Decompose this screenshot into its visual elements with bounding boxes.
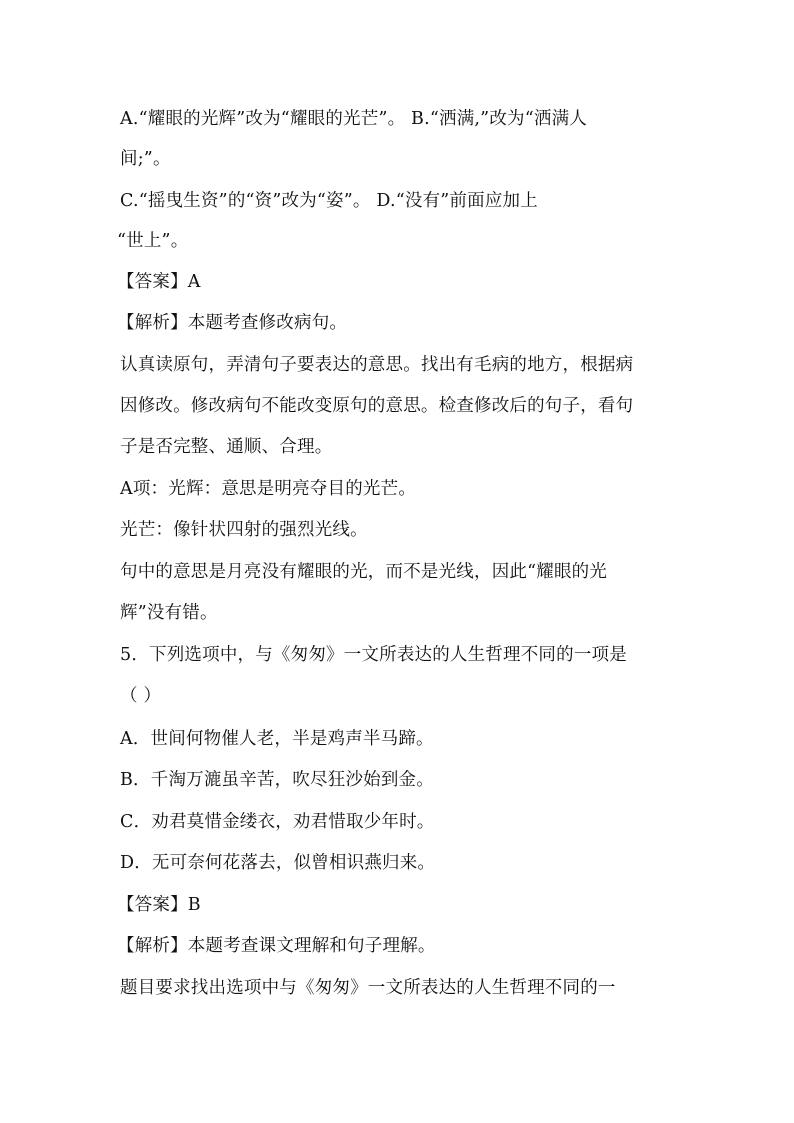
analysis-heading-2: 【解析】本题考查课文理解和句子理解。: [117, 936, 436, 956]
question-5-blank: （ ）: [120, 686, 162, 706]
question-5-option-c: C．劝君莫惜金缕衣，劝君惜取少年时。: [120, 812, 435, 832]
answer-label-1: 【答案】A: [117, 272, 201, 292]
analysis-paragraph-line: 因修改。修改病句不能改变原句的意思。检查修改后的句子，看句: [120, 396, 634, 416]
analysis-conclusion-line: 句中的意思是月亮没有耀眼的光，而不是光线，因此“耀眼的光: [120, 562, 608, 582]
analysis-heading-1: 【解析】本题考查修改病句。: [117, 313, 348, 333]
analysis-paragraph-line: 认真读原句，弄清句子要表达的意思。找出有毛病的地方，根据病: [120, 355, 634, 375]
definition-line: 光芒：像针状四射的强烈光线。: [120, 520, 368, 540]
analysis-conclusion-line: 辉”没有错。: [120, 603, 218, 623]
option-b-continued: 间;”。: [120, 149, 171, 169]
option-a-explanation: A项：光辉：意思是明亮夺目的光芒。: [120, 479, 417, 499]
option-a-b-line: A.“耀眼的光辉”改为“耀眼的光芒”。 B.“洒满,”改为“洒满人: [120, 109, 587, 129]
option-d-continued: “世上”。: [117, 231, 189, 251]
question-5-option-a: A．世间何物催人老，半是鸡声半马蹄。: [120, 729, 434, 749]
answer-label-2: 【答案】B: [117, 895, 201, 915]
option-c-d-line: C.“摇曳生资”的“资”改为“姿”。 D.“没有”前面应加上: [120, 191, 538, 211]
question-5-stem: 5．下列选项中，与《匆匆》一文所表达的人生哲理不同的一项是: [120, 645, 627, 665]
analysis-paragraph-line: 题目要求找出选项中与《匆匆》一文所表达的人生哲理不同的一: [120, 978, 616, 998]
question-5-option-b: B．千淘万漉虽辛苦，吹尽狂沙始到金。: [120, 770, 434, 790]
question-5-option-d: D．无可奈何花落去，似曾相识燕归来。: [120, 853, 436, 873]
analysis-paragraph-line: 子是否完整、通顺、合理。: [120, 437, 333, 457]
